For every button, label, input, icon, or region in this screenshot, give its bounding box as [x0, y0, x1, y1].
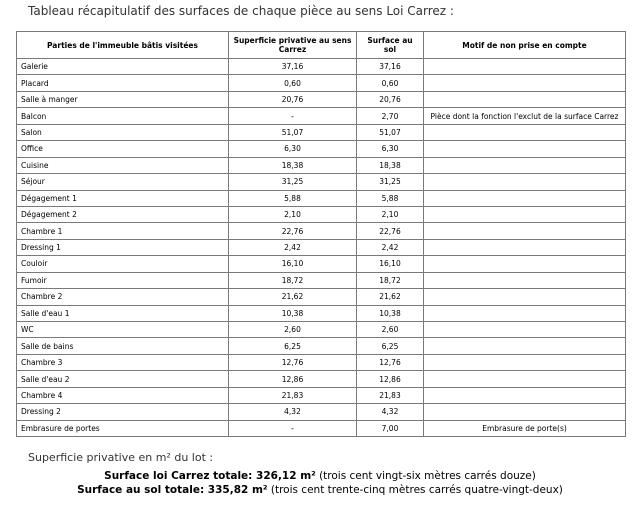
cell-piece: Dégagement 1 — [17, 190, 229, 206]
cell-piece: Couloir — [17, 256, 229, 272]
table-row — [17, 223, 626, 239]
cell-piece: Chambre 1 — [17, 223, 229, 239]
cell-piece: Salon — [17, 124, 229, 140]
cell-carrez: 2,60 — [229, 322, 357, 338]
header-parties: Parties de l'immeuble bâtis visitées — [17, 32, 229, 59]
cell-piece: Salle de bains — [17, 338, 229, 354]
table-row — [17, 338, 626, 354]
cell-piece: Galerie — [17, 59, 229, 75]
cell-motif — [424, 387, 626, 403]
cell-carrez: 6,30 — [229, 141, 357, 157]
table-row — [17, 371, 626, 387]
summary-label: Superficie privative en m² du lot : — [28, 451, 214, 464]
cell-piece: WC — [17, 322, 229, 338]
cell-sol: 16,10 — [357, 256, 424, 272]
cell-piece: Balcon — [17, 108, 229, 124]
header-motif: Motif de non prise en compte — [424, 32, 626, 59]
cell-carrez: 4,32 — [229, 404, 357, 420]
cell-motif: Pièce dont la fonction l'exclut de la surface Carrez — [424, 108, 626, 124]
cell-sol: 31,25 — [357, 174, 424, 190]
cell-motif: Embrasure de porte(s) — [424, 420, 626, 436]
table-row — [17, 91, 626, 107]
cell-sol: 4,32 — [357, 404, 424, 420]
cell-sol: 2,42 — [357, 239, 424, 255]
cell-motif — [424, 289, 626, 305]
cell-carrez: - — [229, 420, 357, 436]
cell-piece: Dégagement 2 — [17, 206, 229, 222]
cell-sol: 21,83 — [357, 387, 424, 403]
cell-piece: Salle d'eau 1 — [17, 305, 229, 321]
table-row — [17, 141, 626, 157]
table-row — [17, 305, 626, 321]
cell-carrez: - — [229, 108, 357, 124]
total-carrez-value: Surface loi Carrez totale: 326,12 m² — [104, 470, 316, 482]
table-row — [17, 124, 626, 140]
table-row — [17, 322, 626, 338]
cell-motif — [424, 223, 626, 239]
cell-carrez: 10,38 — [229, 305, 357, 321]
cell-motif — [424, 305, 626, 321]
cell-motif — [424, 404, 626, 420]
table-row — [17, 289, 626, 305]
table-row — [17, 157, 626, 173]
cell-piece: Chambre 4 — [17, 387, 229, 403]
cell-carrez: 12,86 — [229, 371, 357, 387]
cell-piece: Cuisine — [17, 157, 229, 173]
surfaces-table — [16, 31, 626, 437]
table-row — [17, 174, 626, 190]
cell-sol: 21,62 — [357, 289, 424, 305]
cell-carrez: 51,07 — [229, 124, 357, 140]
total-carrez — [0, 470, 640, 482]
cell-carrez: 12,76 — [229, 354, 357, 370]
table-row — [17, 108, 626, 124]
cell-sol: 5,88 — [357, 190, 424, 206]
cell-piece: Fumoir — [17, 272, 229, 288]
cell-carrez: 21,83 — [229, 387, 357, 403]
cell-carrez: 16,10 — [229, 256, 357, 272]
cell-motif — [424, 91, 626, 107]
table-row — [17, 190, 626, 206]
cell-piece: Dressing 1 — [17, 239, 229, 255]
cell-piece: Placard — [17, 75, 229, 91]
cell-sol: 6,30 — [357, 141, 424, 157]
cell-piece: Séjour — [17, 174, 229, 190]
cell-piece: Chambre 3 — [17, 354, 229, 370]
cell-carrez: 5,88 — [229, 190, 357, 206]
cell-motif — [424, 157, 626, 173]
cell-carrez: 0,60 — [229, 75, 357, 91]
cell-motif — [424, 174, 626, 190]
table-row — [17, 272, 626, 288]
cell-piece: Embrasure de portes — [17, 420, 229, 436]
table-row — [17, 239, 626, 255]
cell-piece: Salle d'eau 2 — [17, 371, 229, 387]
cell-carrez: 18,38 — [229, 157, 357, 173]
header-surface-sol: Surface au sol — [357, 32, 424, 59]
cell-motif — [424, 141, 626, 157]
cell-sol: 6,25 — [357, 338, 424, 354]
cell-sol: 51,07 — [357, 124, 424, 140]
cell-motif — [424, 190, 626, 206]
cell-sol: 0,60 — [357, 75, 424, 91]
page-title: Tableau récapitulatif des surfaces de chaque pièce au sens Loi Carrez : — [28, 4, 454, 18]
header-superficie-carrez: Superficie privative au sens Carrez — [229, 32, 357, 59]
cell-carrez: 22,76 — [229, 223, 357, 239]
table-row — [17, 404, 626, 420]
table-row — [17, 59, 626, 75]
cell-motif — [424, 239, 626, 255]
cell-motif — [424, 206, 626, 222]
cell-sol: 18,72 — [357, 272, 424, 288]
cell-sol: 2,60 — [357, 322, 424, 338]
total-sol-value: Surface au sol totale: 335,82 m² — [77, 484, 268, 496]
cell-sol: 7,00 — [357, 420, 424, 436]
cell-motif — [424, 354, 626, 370]
cell-motif — [424, 59, 626, 75]
cell-motif — [424, 322, 626, 338]
cell-piece: Salle à manger — [17, 91, 229, 107]
cell-carrez: 21,62 — [229, 289, 357, 305]
cell-sol: 10,38 — [357, 305, 424, 321]
cell-carrez: 31,25 — [229, 174, 357, 190]
table-body — [17, 59, 626, 437]
cell-sol: 37,16 — [357, 59, 424, 75]
cell-carrez: 6,25 — [229, 338, 357, 354]
cell-motif — [424, 338, 626, 354]
table-row — [17, 387, 626, 403]
cell-motif — [424, 272, 626, 288]
cell-carrez: 20,76 — [229, 91, 357, 107]
cell-sol: 12,86 — [357, 371, 424, 387]
cell-motif — [424, 256, 626, 272]
cell-carrez: 37,16 — [229, 59, 357, 75]
cell-sol: 20,76 — [357, 91, 424, 107]
table-row — [17, 354, 626, 370]
cell-sol: 12,76 — [357, 354, 424, 370]
cell-piece: Office — [17, 141, 229, 157]
cell-sol: 2,70 — [357, 108, 424, 124]
cell-carrez: 18,72 — [229, 272, 357, 288]
table-header-row — [17, 32, 626, 59]
table-row — [17, 75, 626, 91]
table-row — [17, 206, 626, 222]
total-sol — [0, 484, 640, 496]
cell-motif — [424, 124, 626, 140]
total-sol-words: (trois cent trente-cinq mètres carrés quatre-vingt-deux) — [267, 484, 563, 496]
cell-sol: 18,38 — [357, 157, 424, 173]
cell-piece: Chambre 2 — [17, 289, 229, 305]
cell-carrez: 2,10 — [229, 206, 357, 222]
cell-motif — [424, 75, 626, 91]
cell-sol: 2,10 — [357, 206, 424, 222]
cell-sol: 22,76 — [357, 223, 424, 239]
cell-carrez: 2,42 — [229, 239, 357, 255]
table-row — [17, 256, 626, 272]
total-carrez-words: (trois cent vingt-six mètres carrés douze) — [315, 470, 536, 482]
table-row — [17, 420, 626, 436]
cell-motif — [424, 371, 626, 387]
cell-piece: Dressing 2 — [17, 404, 229, 420]
